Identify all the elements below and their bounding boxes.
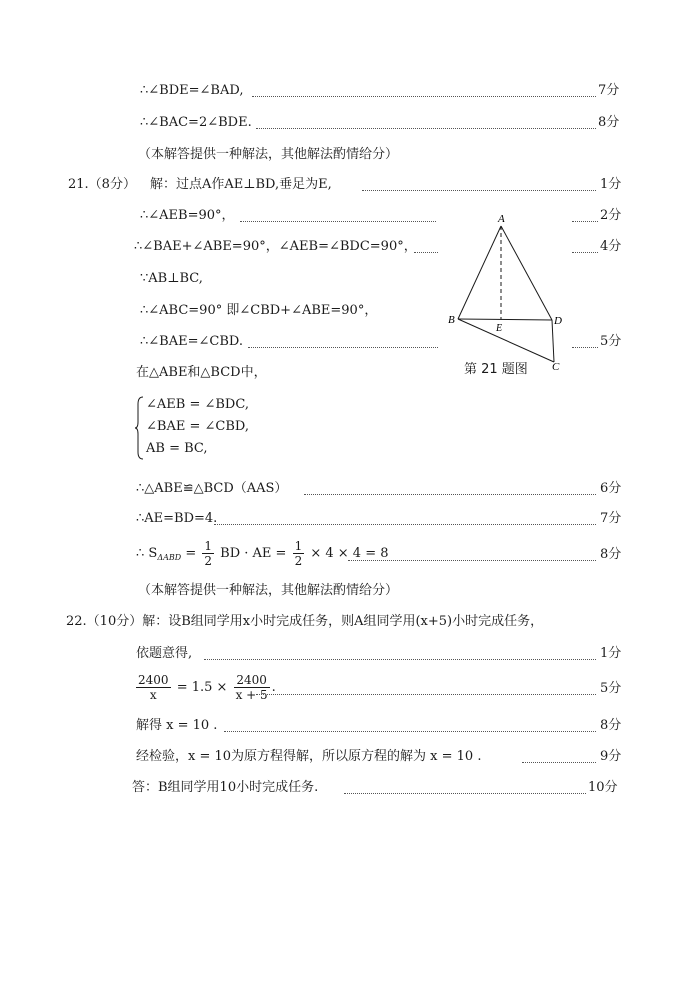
- figure-caption: 第 21 题图: [464, 362, 528, 377]
- score-1: 1分: [600, 177, 622, 192]
- leader-dots: [240, 221, 436, 222]
- leader-dots: [362, 190, 596, 191]
- leader-dots: [572, 252, 598, 253]
- segment-ab: [458, 226, 501, 319]
- q22-statement: 22.（10分）解：设B组同学用x小时完成任务，则A组同学用(x+5)小时完成任务，: [66, 614, 544, 629]
- leader-dots: [344, 793, 586, 794]
- q21-label: 21.（8分）: [68, 177, 136, 192]
- q22-step-3: 解得 x = 10 .: [136, 718, 218, 733]
- note-alt-solution: （本解答提供一种解法，其他解法酌情给分）: [138, 147, 399, 162]
- score-6: 6分: [600, 481, 622, 496]
- q21-step-2: ∴∠BAE+∠ABE=90°，∠AEB=∠BDC=90°，: [134, 239, 417, 254]
- label-d: D: [554, 315, 562, 327]
- leader-dots: [256, 128, 596, 129]
- segment-ad: [501, 226, 552, 320]
- score-10: 10分: [588, 780, 618, 795]
- q21-step-0: 解：过点A作AE⊥BD,垂足为E,: [150, 177, 332, 192]
- leader-dots: [224, 731, 596, 732]
- label-b: B: [448, 314, 455, 326]
- label-c: C: [552, 361, 560, 373]
- fraction-2400-x: $\frac{2400}{x}$: [138, 673, 169, 702]
- leader-dots: [252, 96, 596, 97]
- score-8b: 8分: [600, 547, 622, 562]
- fraction-2400-x5: $\frac{2400}{x + 5}$: [235, 673, 268, 702]
- area-lhs: ∴ S: [136, 546, 158, 561]
- q21-step-1: ∴∠AEB=90°，: [140, 208, 235, 223]
- segment-bd: [458, 319, 552, 320]
- q21-step-5: ∴∠BAE=∠CBD.: [140, 334, 243, 349]
- q22-equation: [134, 670, 276, 706]
- q21-step-6: 在△ABE和△BCD中，: [136, 365, 267, 380]
- fraction-half: $\frac{1}{2}$: [294, 539, 303, 568]
- score-5b: 5分: [600, 681, 622, 696]
- score-5: 5分: [600, 334, 622, 349]
- leader-dots: [248, 347, 438, 348]
- q21-step-3: ∵AB⊥BC,: [140, 271, 203, 286]
- segment-bc: [458, 319, 554, 362]
- q22-answer: 答：B组同学用10小时完成任务.: [132, 780, 319, 795]
- leader-dots: [572, 221, 598, 222]
- equation-line: AB = BC,: [146, 441, 208, 456]
- q21-step-8: ∴AE=BD=4.: [136, 511, 218, 526]
- q21-step-4: ∴∠ABC=90° 即∠CBD+∠ABE=90°，: [140, 303, 378, 318]
- score-8: 8分: [598, 115, 620, 130]
- q22-step-1: 依题意得,: [136, 646, 193, 661]
- area-tail: × 4 × 4 = 8: [310, 546, 389, 561]
- leader-dots: [304, 494, 596, 495]
- score-2: 2分: [600, 208, 622, 223]
- score-4: 4分: [600, 239, 622, 254]
- equation-line: ∠BAE = ∠CBD,: [146, 419, 249, 434]
- equation-line: ∠AEB = ∠BDC,: [146, 397, 249, 412]
- label-a: A: [498, 213, 505, 225]
- label-e: E: [496, 323, 503, 334]
- score-8c: 8分: [600, 718, 622, 733]
- leader-dots: [256, 694, 596, 695]
- leader-dots: [204, 659, 596, 660]
- note-alt-solution-2: （本解答提供一种解法，其他解法酌情给分）: [138, 583, 399, 598]
- leader-dots: [414, 252, 438, 253]
- eq-mid: = 1.5 ×: [176, 680, 228, 695]
- area-mid: BD · AE =: [220, 546, 287, 561]
- score-7b: 7分: [600, 511, 622, 526]
- brace-icon: [134, 396, 144, 460]
- leader-dots: [522, 762, 596, 763]
- q22-step-4: 经检验，x = 10为原方程得解，所以原方程的解为 x = 10 .: [136, 749, 482, 764]
- area-formula: [136, 538, 389, 574]
- score-9: 9分: [600, 749, 622, 764]
- line-bac-bde: ∴∠BAC=2∠BDE.: [140, 115, 252, 130]
- area-eq: =: [185, 546, 197, 561]
- leader-dots: [214, 524, 596, 525]
- fraction-half: $\frac{1}{2}$: [204, 539, 212, 568]
- area-sub: ΔABD: [157, 553, 182, 562]
- score-7: 7分: [598, 83, 620, 98]
- leader-dots: [348, 560, 596, 561]
- leader-dots: [572, 347, 598, 348]
- eq-end: .: [271, 680, 276, 695]
- q21-step-7: ∴△ABE≌△BCD（AAS）: [136, 481, 288, 496]
- score-1b: 1分: [600, 646, 622, 661]
- line-bde-bad: ∴∠BDE=∠BAD,: [140, 83, 244, 98]
